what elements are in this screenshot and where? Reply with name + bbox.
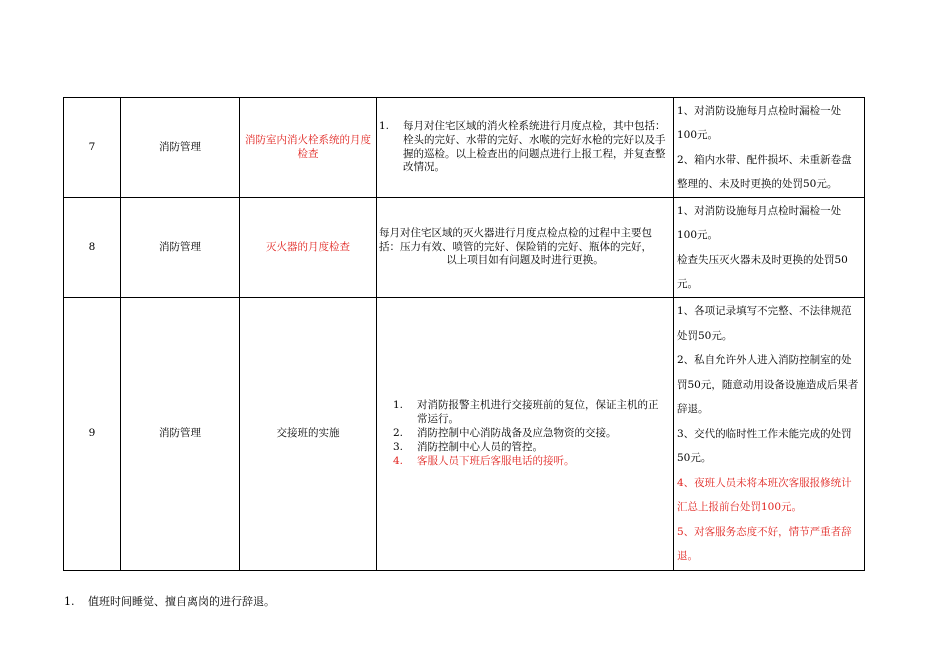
penalty-line: 1、各项记录填写不完整、不法律规范处罚50元。 bbox=[677, 305, 852, 342]
penalty-line: 4、夜班人员未将本班次客服报修统计汇总上报前台处罚100元。 bbox=[677, 476, 852, 514]
row-description bbox=[377, 298, 674, 571]
row-penalties bbox=[674, 198, 865, 298]
row-item: 消防室内消火栓系统的月度检查 bbox=[240, 98, 377, 198]
description-line: 4. 客服人员下班后客服电话的接听。 bbox=[393, 454, 575, 467]
row-category: 消防管理 bbox=[121, 198, 240, 298]
description-line: 2. 消防控制中心消防战备及应急物资的交接。 bbox=[393, 427, 617, 440]
footer-note-number: 1. bbox=[64, 595, 75, 608]
table-row bbox=[64, 198, 865, 298]
description-text: 每月对住宅区域的灭火器进行月度点检点检的过程中主要包括：压力有效、喷管的完好、保险销的完好、瓶体的完好， bbox=[379, 226, 652, 253]
description-text: 以上项目如有问题及时进行更换。 bbox=[446, 254, 604, 267]
penalty-line: 3、交代的临时性工作未能完成的处罚50元。 bbox=[677, 427, 852, 465]
footer-note-text: 值班时间睡觉、擅自离岗的进行辞退。 bbox=[88, 595, 275, 608]
penalty-line: 5、对客服务态度不好，情节严重者辞退。 bbox=[677, 525, 852, 563]
row-penalties bbox=[674, 298, 865, 571]
row-penalties bbox=[674, 98, 865, 198]
penalty-line: 2、私自允许外人进入消防控制室的处罚50元，随意动用设备设施造成后果者辞退。 bbox=[677, 354, 859, 416]
description-line: 1. 每月对住宅区域的消火栓系统进行月度点检，其中包括：栓头的完好、水带的完好、水喉的完好水枪的完好以及手握的巡检。以上检查出的问题点进行上报工程，并复查整改情况。 bbox=[379, 119, 666, 174]
penalty-line: 检查失压灭火器未及时更换的处罚50元。 bbox=[677, 253, 848, 290]
penalty-line: 1、对消防设施每月点检时漏检一处100元。 bbox=[677, 204, 842, 241]
table-row bbox=[64, 298, 865, 571]
penalty-line: 2、箱内水带、配件损坏、未重新卷盘整理的、未及时更换的处罚50元。 bbox=[677, 153, 852, 190]
row-category: 消防管理 bbox=[121, 298, 240, 571]
row-category: 消防管理 bbox=[121, 98, 240, 198]
penalty-line: 1、对消防设施每月点检时漏检一处100元。 bbox=[677, 104, 842, 141]
description-line: 3. 消防控制中心人员的管控。 bbox=[393, 440, 543, 453]
row-number: 7 bbox=[64, 98, 121, 198]
row-item: 交接班的实施 bbox=[240, 298, 377, 571]
footer-note bbox=[64, 593, 275, 609]
table-row bbox=[64, 98, 865, 198]
rules-table bbox=[63, 97, 865, 571]
row-number: 8 bbox=[64, 198, 121, 298]
row-description bbox=[377, 198, 674, 298]
row-item: 灭火器的月度检查 bbox=[240, 198, 377, 298]
row-number: 9 bbox=[64, 298, 121, 571]
row-description bbox=[377, 98, 674, 198]
description-line: 1. 对消防报警主机进行交接班前的复位，保证主机的正常运行。 bbox=[393, 399, 659, 426]
